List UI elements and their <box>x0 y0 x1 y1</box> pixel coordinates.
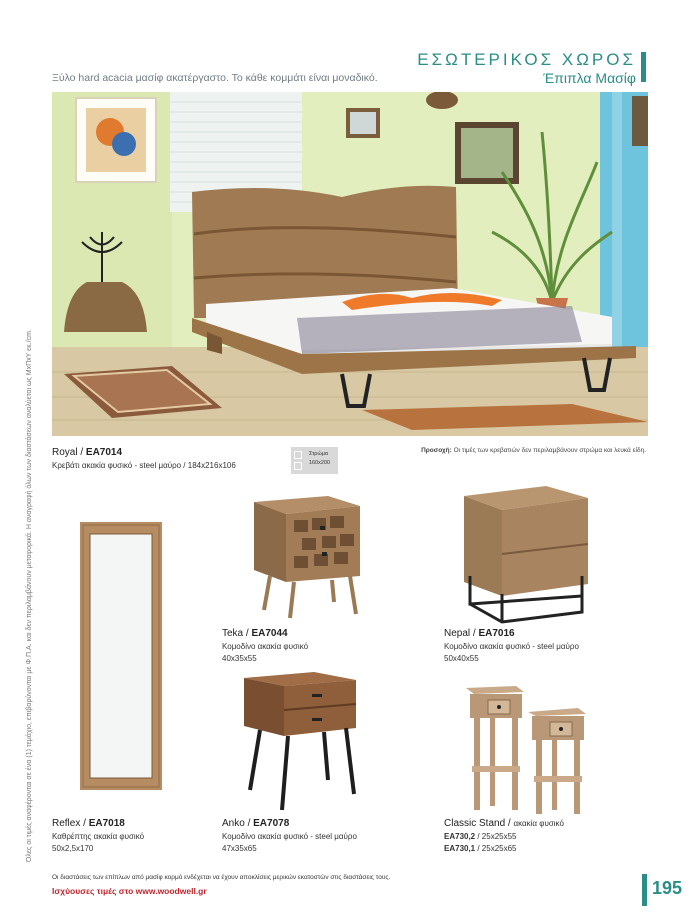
nepal-name-text: Nepal / <box>444 628 479 639</box>
classic-name-text: Classic Stand / <box>444 818 514 829</box>
warning-label: Προσοχή: <box>421 447 452 454</box>
royal-name-text: Royal / <box>52 447 86 458</box>
bedroom-photo <box>52 92 648 436</box>
anko-code: EA7078 <box>253 818 290 829</box>
nepal-nightstand-image <box>462 484 590 624</box>
teka-name <box>222 628 288 639</box>
page-number: 195 <box>652 878 683 898</box>
header-accent-bar <box>641 52 646 82</box>
section-subtitle: Έπιπλα Μασίφ <box>543 70 636 86</box>
nepal-name <box>444 628 515 639</box>
reflex-mirror-image <box>80 522 162 790</box>
classic-name-suffix: ακακία φυσικό <box>513 819 564 828</box>
teka-dims: 40x35x55 <box>222 654 257 663</box>
mattress-size: 160x200 <box>309 460 331 466</box>
section-title: ΕΣΩΤΕΡΙΚΟΣ ΧΩΡΟΣ <box>417 50 636 69</box>
reflex-code: EA7018 <box>88 818 125 829</box>
teka-name-text: Teka / <box>222 628 252 639</box>
classic-code-2: EA730,1 <box>444 844 476 853</box>
teka-code: EA7044 <box>251 628 288 639</box>
classic-variant-1 <box>444 831 517 842</box>
page-number-bar <box>642 874 647 906</box>
mattress-badge <box>291 447 338 474</box>
teka-desc: Κομοδίνο ακακία φυσικό <box>222 642 309 651</box>
anko-dims: 47x35x65 <box>222 844 257 853</box>
nepal-dims: 50x40x55 <box>444 654 479 663</box>
mattress-square-icon <box>294 462 302 470</box>
reflex-name <box>52 818 125 829</box>
anko-name <box>222 818 289 829</box>
reflex-name-text: Reflex / <box>52 818 89 829</box>
mattress-square-icon <box>294 451 302 459</box>
tagline: Ξύλο hard acacia μασίφ ακατέργαστο. Το κάθε κομμάτι είναι μοναδικό. <box>52 72 378 84</box>
anko-nightstand-image <box>242 670 360 812</box>
warning-text: Οι τιμές των κρεβατιών δεν περιλαμβάνουν στρώμα και λευκά είδη. <box>451 447 646 454</box>
warning-note <box>421 447 646 454</box>
classic-name <box>444 818 564 829</box>
royal-code: EA7014 <box>85 447 123 458</box>
classic-dims-1: / 25x25x55 <box>475 832 517 841</box>
footnote: Οι διαστάσεις των επίπλων από μασίφ κορμό ενδέχεται να έχουν αποκλίσεις μερικών εκατοστών στις διαστάσεις τους. <box>52 874 391 881</box>
classic-stand-image <box>462 684 588 816</box>
anko-name-text: Anko / <box>222 818 254 829</box>
classic-dims-2: / 25x25x65 <box>475 844 517 853</box>
nepal-code: EA7016 <box>478 628 515 639</box>
classic-code-1: EA730,2 <box>444 832 476 841</box>
royal-name <box>52 447 122 458</box>
mattress-label: Στρώμα <box>309 451 329 457</box>
teka-nightstand-image <box>250 492 362 620</box>
side-note: Όλες οι τιμές αναφέρονται σε ένα (1) τεμάχιο, επιβαρύνονται με Φ.Π.Α. και δεν περιλαμβάνουν μεταφορικά. Η αναγραφή όλων των διαστάσεων αναλύεται ως ΜxΠxΥ εκ./cm. <box>26 329 33 862</box>
reflex-desc: Καθρέπτης ακακία φυσικό <box>52 832 145 841</box>
nepal-desc: Κομοδίνο ακακία φυσικό - steel μαύρο <box>444 642 579 651</box>
royal-desc: Κρεβάτι ακακία φυσικό - steel μαύρο / 184x216x106 <box>52 461 236 470</box>
classic-variant-2 <box>444 843 517 854</box>
anko-desc: Κομοδίνο ακακία φυσικό - steel μαύρο <box>222 832 357 841</box>
reflex-dims: 50x2,5x170 <box>52 844 94 853</box>
price-link[interactable]: Ισχύουσες τιμές στο www.woodwell.gr <box>52 886 207 896</box>
